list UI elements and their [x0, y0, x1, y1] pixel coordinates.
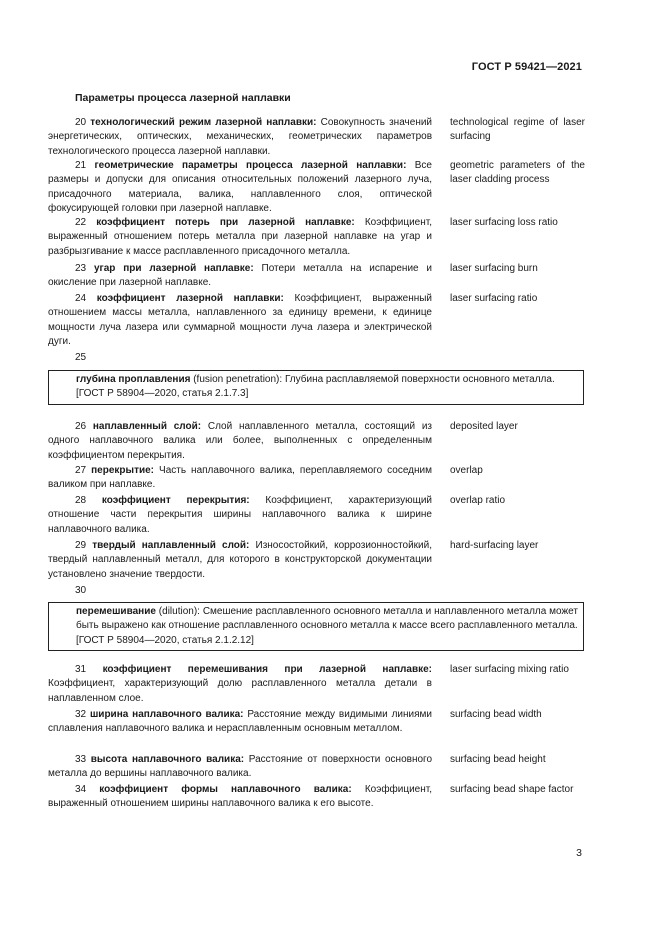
reference-box-25: глубина проплавления (fusion penetration): Глубина расплавляемой поверхности основного металла. [ГОСТ Р 58904—2020, статья 2.1.7.3] — [48, 370, 584, 405]
term-ru: 29 твердый наплавленный слой: Износостойкий, коррозионностойкий, твердый наплавленный металл, для которого в конструкторской документации установлено значение твердости. — [48, 540, 433, 580]
term-ru: 22 коэффициент потерь при лазерной наплавке: Коэффициент, выраженный отношением потерь металла при лазерной наплавке на угар и разбрызгивание к массе расплавленного присадочного металла. — [48, 217, 433, 257]
term-ru: 27 перекрытие: Часть наплавочного валика, переплавляемого соседним валиком при наплавке. — [48, 465, 432, 491]
term-en: laser surfacing burn — [450, 263, 538, 274]
term-ru: 32 ширина наплавочного валика: Расстояние между видимыми линиями сплавления наплавочного валика и нерасплавленным основным металлом. — [48, 709, 432, 735]
term-en: deposited layer — [450, 421, 518, 432]
term-en: geometric parameters of the laser cladding process — [450, 160, 585, 186]
section-title: Параметры процесса лазерной наплавки — [75, 92, 291, 104]
reference-source: [ГОСТ Р 58904—2020, статья 2.1.2.12] — [76, 634, 254, 646]
term-en: laser surfacing loss ratio — [450, 217, 558, 228]
reference-box-30: перемешивание (dilution): Смешение расплавленного основного металла и наплавленного металла может быть выражено как отношение расплавленного основного металла к массе всего расплавленного металла. [ГОСТ Р 58904—2020, статья 2.1.2.12] — [48, 602, 584, 651]
term-ru: 24 коэффициент лазерной наплавки: Коэффициент, выраженный отношением массы металла, наплавленного за единицу времени, к единице мощности луча лазера или суммарной мощности луча лазера и электрической дуги. — [48, 293, 433, 348]
term-ru: 26 наплавленный слой: Слой наплавленного металла, состоящий из одного наплавочного валика или более, выполненных с определенным коэффициентом перекрытия. — [48, 421, 432, 461]
term-en: surfacing bead width — [450, 709, 542, 720]
page-number: 3 — [576, 847, 582, 859]
term-ru: 31 коэффициент перемешивания при лазерной наплавке: Коэффициент, характеризующий долю расплавленного металла детали в наплавленном слое. — [48, 664, 433, 704]
term-ru: 20 технологический режим лазерной наплавки: Совокупность значений энергетических, оптических, механических, геометрических параметров технологического процесса лазерной наплавки. — [48, 117, 433, 157]
term-en: surfacing bead shape factor — [450, 784, 574, 795]
term-en: overlap — [450, 465, 483, 476]
term-ru: 21 геометрические параметры процесса лазерной наплавки: Все размеры и допуски для описания относительных положений лазерного луча, присадочного материала, валика, наплавленного слоя, оптической фокусирующей головки при лазерной наплавке. — [48, 160, 432, 215]
term-number-25: 25 — [75, 352, 87, 363]
term-ru: 23 угар при лазерной наплавке: Потери металла на испарение и окисление при лазерной наплавке. — [48, 263, 433, 289]
term-ru: 28 коэффициент перекрытия: Коэффициент, характеризующий отношение части перекрытия ширины наплавочного валика к ширине наплавочного валика. — [48, 495, 432, 535]
reference-source: [ГОСТ Р 58904—2020, статья 2.1.7.3] — [76, 388, 249, 400]
term-number-30: 30 — [75, 585, 87, 596]
term-en: hard-surfacing layer — [450, 540, 539, 551]
term-en: overlap ratio — [450, 495, 506, 506]
term-ru: 34 коэффициент формы наплавочного валика: Коэффициент, выраженный отношением ширины наплавочного валика к его высоте. — [48, 784, 433, 810]
term-en: technological regime of laser surfacing — [450, 117, 585, 143]
term-en: laser surfacing ratio — [450, 293, 538, 304]
term-en: surfacing bead height — [450, 754, 546, 765]
standard-number: ГОСТ Р 59421—2021 — [471, 61, 582, 73]
term-ru: 33 высота наплавочного валика: Расстояние от поверхности основного металла до вершины наплавочного валика. — [48, 754, 433, 780]
term-en: laser surfacing mixing ratio — [450, 664, 569, 675]
